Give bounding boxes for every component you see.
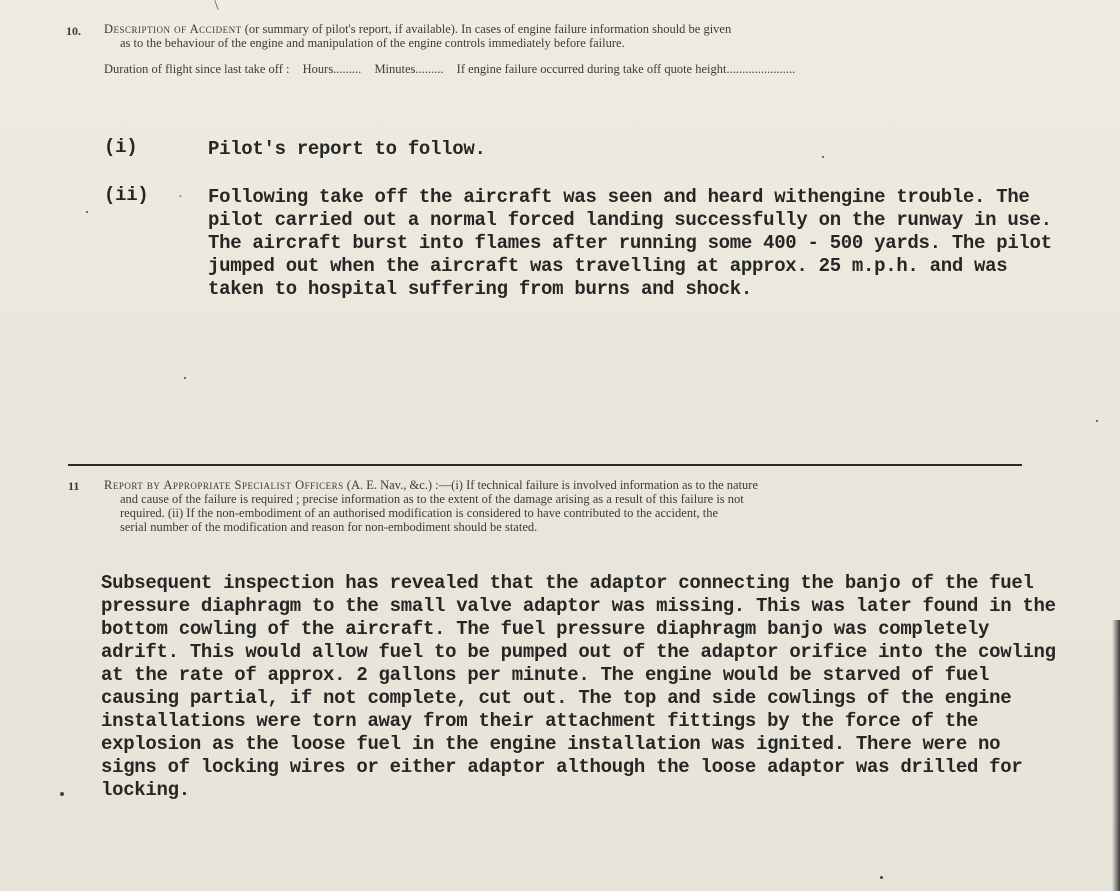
flight-duration-fields bbox=[104, 62, 1044, 77]
section-10-instructions: (or summary of pilot's report, if available). In cases of engine failure information should be given bbox=[244, 22, 732, 36]
section-10-title: Description of Accident bbox=[104, 22, 242, 36]
text-line: pressure diaphragm to the small valve adaptor was missing. This was later found in the bbox=[101, 595, 1056, 617]
section-11-heading-line: serial number of the modification and reason for non-embodiment should be stated. bbox=[120, 520, 538, 534]
minutes-field: Minutes......... bbox=[374, 62, 444, 76]
section-11-heading-line bbox=[104, 478, 1034, 492]
section-11-heading bbox=[104, 478, 1034, 534]
text-line: taken to hospital suffering from burns and shock. bbox=[208, 278, 752, 300]
text-line: causing partial, if not complete, cut out. The top and side cowlings of the engine bbox=[101, 687, 1012, 709]
section-10-heading bbox=[104, 22, 1044, 50]
text-line: bottom cowling of the aircraft. The fuel pressure diaphragm banjo was completely bbox=[101, 618, 990, 640]
item-ii-text bbox=[208, 186, 1108, 301]
item-ii-label: (ii) bbox=[104, 184, 149, 206]
item-i-label: (i) bbox=[104, 136, 138, 158]
paper-speck bbox=[86, 211, 88, 213]
text-line: Subsequent inspection has revealed that the adaptor connecting the banjo of the fuel bbox=[101, 572, 1034, 594]
paper-speck bbox=[184, 377, 186, 379]
duration-label: Duration of flight since last take off : bbox=[104, 62, 290, 76]
pen-mark bbox=[214, 0, 218, 10]
text-line: locking. bbox=[101, 779, 190, 801]
item-i-text bbox=[208, 138, 1108, 161]
text-line: explosion as the loose fuel in the engine installation was ignited. There were no bbox=[101, 733, 1001, 755]
text-line: adrift. This would allow fuel to be pumped out of the adaptor orifice into the cowling bbox=[101, 641, 1056, 663]
text-line: pilot carried out a normal forced landing successfully on the runway in use. bbox=[208, 209, 1052, 231]
margin-dot: · bbox=[178, 190, 183, 205]
text-line: installations were torn away from their attachment fittings by the force of the bbox=[101, 710, 979, 732]
text-line: Pilot's report to follow. bbox=[208, 138, 486, 160]
text-line: Following take off the aircraft was seen and heard withengine trouble. The bbox=[208, 186, 1030, 208]
specialist-report-text bbox=[101, 572, 1111, 802]
section-11-heading-line: required. (ii) If the non-embodiment of an authorised modification is considered to have contributed to the accident, the bbox=[120, 506, 719, 520]
section-divider bbox=[68, 464, 1022, 466]
section-10-instructions-line2: as to the behaviour of the engine and manipulation of the engine controls immediately before failure. bbox=[120, 36, 625, 50]
text-line: at the rate of approx. 2 gallons per minute. The engine would be starved of fuel bbox=[101, 664, 990, 686]
paper-speck bbox=[60, 792, 64, 796]
text-line: The aircraft burst into flames after running some 400 - 500 yards. The pilot bbox=[208, 232, 1052, 254]
paper-speck bbox=[1096, 420, 1098, 422]
section-11-title: Report by Appropriate Specialist Officers bbox=[104, 478, 344, 492]
hours-field: Hours......... bbox=[302, 62, 362, 76]
section-11-instructions: (A. E. Nav., &c.) :—(i) If technical failure is involved information as to the nature bbox=[346, 478, 758, 492]
text-line: signs of locking wires or either adaptor although the loose adaptor was drilled for bbox=[101, 756, 1023, 778]
paper-speck bbox=[880, 876, 883, 879]
takeoff-height-field: If engine failure occurred during take off quote height...................... bbox=[456, 62, 796, 76]
section-10-number: 10. bbox=[66, 24, 81, 38]
section-11-heading-line: and cause of the failure is required ; precise information as to the extent of the damage arising as a result of this failure is not bbox=[120, 492, 744, 506]
section-11-number: 11 bbox=[68, 479, 80, 493]
page-edge-shadow bbox=[1112, 620, 1120, 891]
text-line: jumped out when the aircraft was travelling at approx. 25 m.p.h. and was bbox=[208, 255, 1008, 277]
paper-speck bbox=[822, 156, 824, 158]
